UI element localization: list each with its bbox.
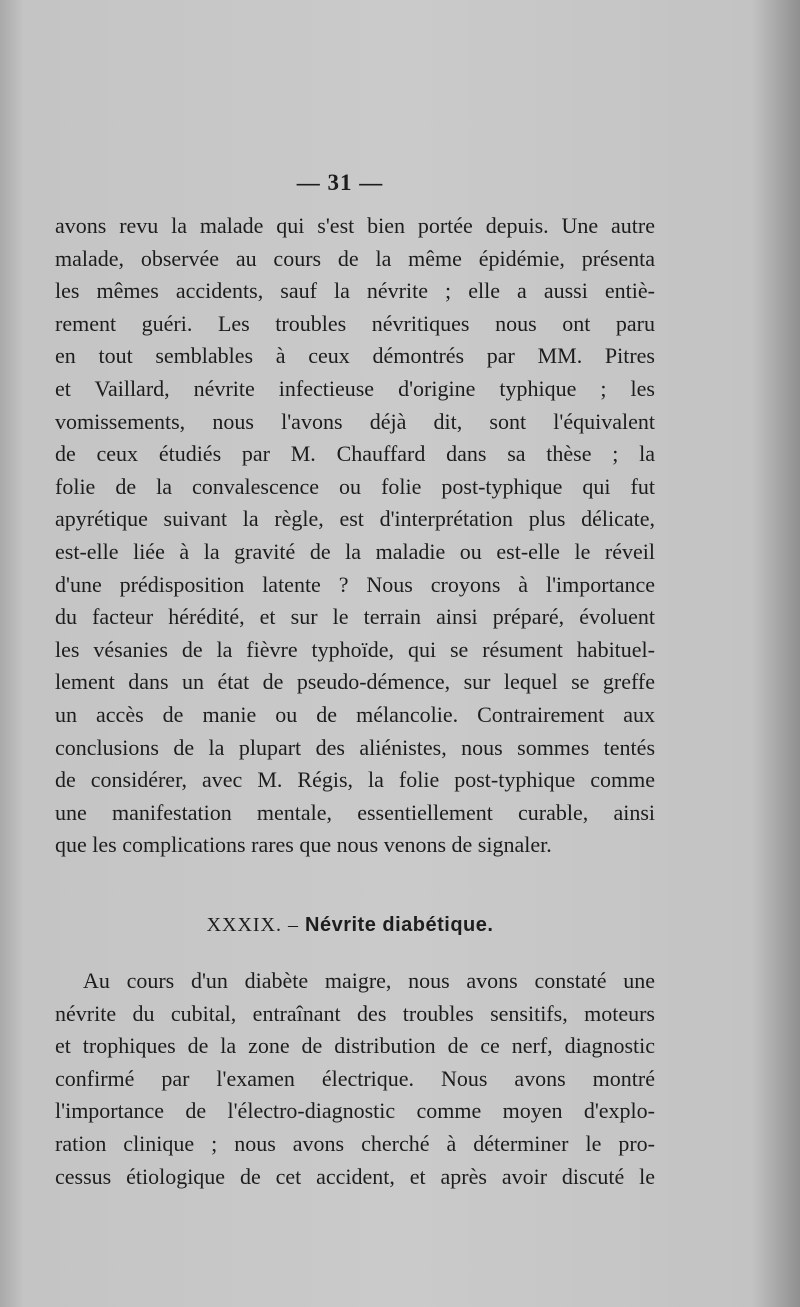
text-line: malade, observée au cours de la même épidémie, présenta — [55, 245, 655, 271]
text-line: du facteur hérédité, et sur le terrain ainsi préparé, évoluent — [55, 604, 655, 630]
text-line: un accès de manie ou de mélancolie. Contrairement aux — [55, 701, 655, 727]
text-line: les mêmes accidents, sauf la névrite ; elle a aussi entiè- — [55, 278, 655, 304]
text-line: Au cours d'un diabète maigre, nous avons constaté une — [83, 968, 655, 993]
text-line: et Vaillard, névrite infectieuse d'origine typhique ; les — [55, 375, 655, 401]
text-line: cessus étiologique de cet accident, et après avoir discuté le — [55, 1163, 655, 1189]
section-heading — [0, 914, 700, 937]
text-line: conclusions de la plupart des aliénistes, nous sommes tentés — [55, 734, 655, 760]
text-line: et trophiques de la zone de distribution de ce nerf, diagnostic — [55, 1033, 655, 1059]
text-line: névrite du cubital, entraînant des troubles sensitifs, moteurs — [55, 1000, 655, 1026]
text-line: avons revu la malade qui s'est bien portée depuis. Une autre — [55, 213, 655, 238]
text-line: apyrétique suivant la règle, est d'interprétation plus délicate, — [55, 506, 655, 532]
text-line: folie de la convalescence ou folie post-typhique qui fut — [55, 473, 655, 499]
section-title: Névrite diabétique. — [305, 914, 494, 936]
text-line: lement dans un état de pseudo-démence, sur lequel se greffe — [55, 669, 655, 695]
paragraph-typhoid-conclusion — [55, 210, 655, 862]
text-line: l'importance de l'électro-diagnostic comme moyen d'explo- — [55, 1098, 655, 1124]
text-line: rement guéri. Les troubles névritiques nous ont paru — [55, 310, 655, 336]
section-number: XXXIX. – — [206, 914, 299, 936]
text-line: ration clinique ; nous avons cherché à déterminer le pro- — [55, 1130, 655, 1156]
text-line: est-elle liée à la gravité de la maladie ou est-elle le réveil — [55, 538, 655, 564]
text-line: vomissements, nous l'avons déjà dit, sont l'équivalent — [55, 408, 655, 434]
text-line: de considérer, avec M. Régis, la folie post-typhique comme — [55, 767, 655, 793]
paragraph-diabetic-neuritis — [55, 965, 655, 1193]
text-line: en tout semblables à ceux démontrés par MM. Pitres — [55, 343, 655, 369]
text-line: que les complications rares que nous venons de signaler. — [55, 832, 552, 858]
text-line: une manifestation mentale, essentiellement curable, ainsi — [55, 799, 655, 825]
page-number: — 31 — — [296, 170, 384, 195]
text-line: confirmé par l'examen électrique. Nous avons montré — [55, 1065, 655, 1091]
text-line: les vésanies de la fièvre typhoïde, qui se résument habituel- — [55, 636, 655, 662]
text-line: de ceux étudiés par M. Chauffard dans sa thèse ; la — [55, 441, 655, 467]
text-line: d'une prédisposition latente ? Nous croyons à l'importance — [55, 571, 655, 597]
